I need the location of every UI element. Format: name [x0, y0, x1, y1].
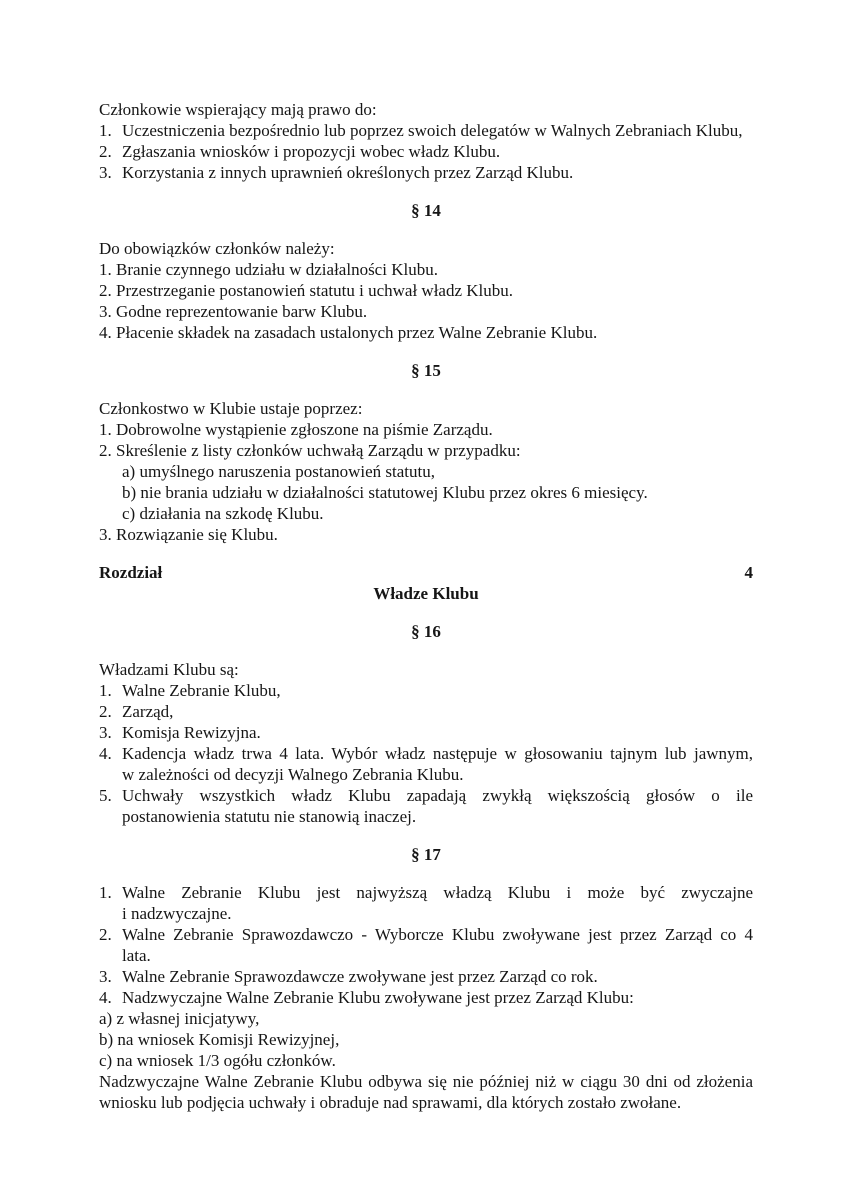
numbered-item [99, 162, 753, 183]
item-marker: 3. [99, 967, 112, 986]
text-line: postanowienia statutu nie stanowią inaczej. [122, 807, 417, 826]
numbered-item [99, 966, 753, 987]
item-text [122, 141, 753, 162]
text-line: b) nie brania udziału w działalności statutowej Klubu przez okres 6 miesięcy. [122, 483, 648, 502]
item-text [122, 924, 753, 966]
text-line: 4. Płacenie składek na zasadach ustalonych przez Walne Zebranie Klubu. [99, 323, 598, 342]
paragraph [99, 1071, 753, 1113]
numbered-item [99, 680, 753, 701]
section-heading [99, 844, 753, 865]
text-line: Rozdział 4 [99, 563, 753, 582]
item-text [122, 785, 753, 827]
paragraph [99, 659, 753, 680]
item-text [122, 680, 753, 701]
section-heading [99, 562, 753, 604]
paragraph [99, 99, 753, 120]
numbered-item [99, 141, 753, 162]
numbered-item [99, 785, 753, 827]
numbered-item [99, 987, 753, 1008]
section-heading [99, 621, 753, 642]
text-line: a) umyślnego naruszenia postanowień statutu, [122, 462, 436, 481]
item-marker: 1. [99, 883, 112, 902]
paragraph [99, 461, 753, 482]
numbered-item [99, 722, 753, 743]
document-content [99, 99, 753, 1113]
text-line: a) z własnej inicjatywy, [99, 1009, 260, 1028]
item-text [122, 743, 753, 785]
text-line: w zależności od decyzji Walnego Zebrania Klubu. [122, 765, 464, 784]
item-marker: 2. [99, 142, 112, 161]
text-line: Uchwały wszystkich władz Klubu zapadają zwykłą większością głosów o ile [122, 786, 753, 805]
item-marker: 1. [99, 121, 112, 140]
item-marker: 4. [99, 744, 112, 763]
item-text [122, 966, 753, 987]
text-line: § 16 [411, 622, 441, 641]
text-line: c) na wniosek 1/3 ogółu członków. [99, 1051, 336, 1070]
numbered-item [99, 743, 753, 785]
text-line: § 15 [411, 361, 441, 380]
text-line: 1. Dobrowolne wystąpienie zgłoszone na piśmie Zarządu. [99, 420, 493, 439]
numbered-item [99, 924, 753, 966]
text-line: Walne Zebranie Sprawozdawcze zwoływane jest przez Zarząd co rok. [122, 967, 598, 986]
text-line: b) na wniosek Komisji Rewizyjnej, [99, 1030, 340, 1049]
paragraph [99, 280, 753, 301]
item-marker: 2. [99, 702, 112, 721]
text-line: 2. Przestrzeganie postanowień statutu i uchwał władz Klubu. [99, 281, 514, 300]
paragraph [99, 398, 753, 419]
text-line: 3. Rozwiązanie się Klubu. [99, 525, 278, 544]
item-marker: 2. [99, 925, 112, 944]
paragraph [99, 482, 753, 503]
item-text [122, 987, 753, 1008]
paragraph [99, 440, 753, 461]
item-marker: 3. [99, 723, 112, 742]
text-line: Nadzwyczajne Walne Zebranie Klubu odbywa się nie później niż w ciągu 30 dni od złożenia [99, 1072, 753, 1091]
text-line: Władze Klubu [373, 584, 479, 603]
text-line: c) działania na szkodę Klubu. [122, 504, 324, 523]
text-line: Nadzwyczajne Walne Zebranie Klubu zwoływane jest przez Zarząd Klubu: [122, 988, 634, 1007]
item-text [122, 120, 753, 141]
paragraph [99, 1029, 753, 1050]
text-line: § 14 [411, 201, 441, 220]
text-line: Walne Zebranie Sprawozdawczo - Wyborcze Klubu zwoływane jest przez Zarząd co 4 [122, 925, 753, 944]
text-line: Władzami Klubu są: [99, 660, 239, 679]
text-line: Zarząd, [122, 702, 174, 721]
text-line: Komisja Rewizyjna. [122, 723, 261, 742]
text-line: Zgłaszania wniosków i propozycji wobec władz Klubu. [122, 142, 501, 161]
numbered-item [99, 882, 753, 924]
text-line: Korzystania z innych uprawnień określonych przez Zarząd Klubu. [122, 163, 574, 182]
text-line: Walne Zebranie Klubu jest najwyższą władzą Klubu i może być zwyczajne [122, 883, 753, 902]
numbered-item [99, 120, 753, 141]
item-marker: 5. [99, 786, 112, 805]
section-heading [99, 360, 753, 381]
text-line: Do obowiązków członków należy: [99, 239, 335, 258]
text-line: § 17 [411, 845, 441, 864]
paragraph [99, 238, 753, 259]
text-line: Członkostwo w Klubie ustaje poprzez: [99, 399, 363, 418]
paragraph [99, 524, 753, 545]
item-marker: 3. [99, 163, 112, 182]
paragraph [99, 1050, 753, 1071]
paragraph [99, 419, 753, 440]
item-marker: 4. [99, 988, 112, 1007]
paragraph [99, 503, 753, 524]
text-line: 3. Godne reprezentowanie barw Klubu. [99, 302, 368, 321]
text-line: i nadzwyczajne. [122, 904, 232, 923]
paragraph [99, 301, 753, 322]
text-line: Walne Zebranie Klubu, [122, 681, 281, 700]
text-line: wniosku lub podjęcia uchwały i obraduje nad sprawami, dla których zostało zwołane. [99, 1093, 682, 1112]
item-text [122, 882, 753, 924]
text-line: 1. Branie czynnego udziału w działalności Klubu. [99, 260, 438, 279]
paragraph [99, 1008, 753, 1029]
text-line: Uczestniczenia bezpośrednio lub poprzez swoich delegatów w Walnych Zebraniach Klubu, [122, 121, 743, 140]
text-line: 2. Skreślenie z listy członków uchwałą Zarządu w przypadku: [99, 441, 521, 460]
section-heading [99, 200, 753, 221]
item-text [122, 722, 753, 743]
paragraph [99, 259, 753, 280]
paragraph [99, 322, 753, 343]
numbered-item [99, 701, 753, 722]
item-text [122, 162, 753, 183]
text-line: Członkowie wspierający mają prawo do: [99, 100, 377, 119]
text-line: Kadencja władz trwa 4 lata. Wybór władz następuje w głosowaniu tajnym lub jawnym, [122, 744, 753, 763]
item-marker: 1. [99, 681, 112, 700]
text-line: lata. [122, 946, 151, 965]
item-text [122, 701, 753, 722]
